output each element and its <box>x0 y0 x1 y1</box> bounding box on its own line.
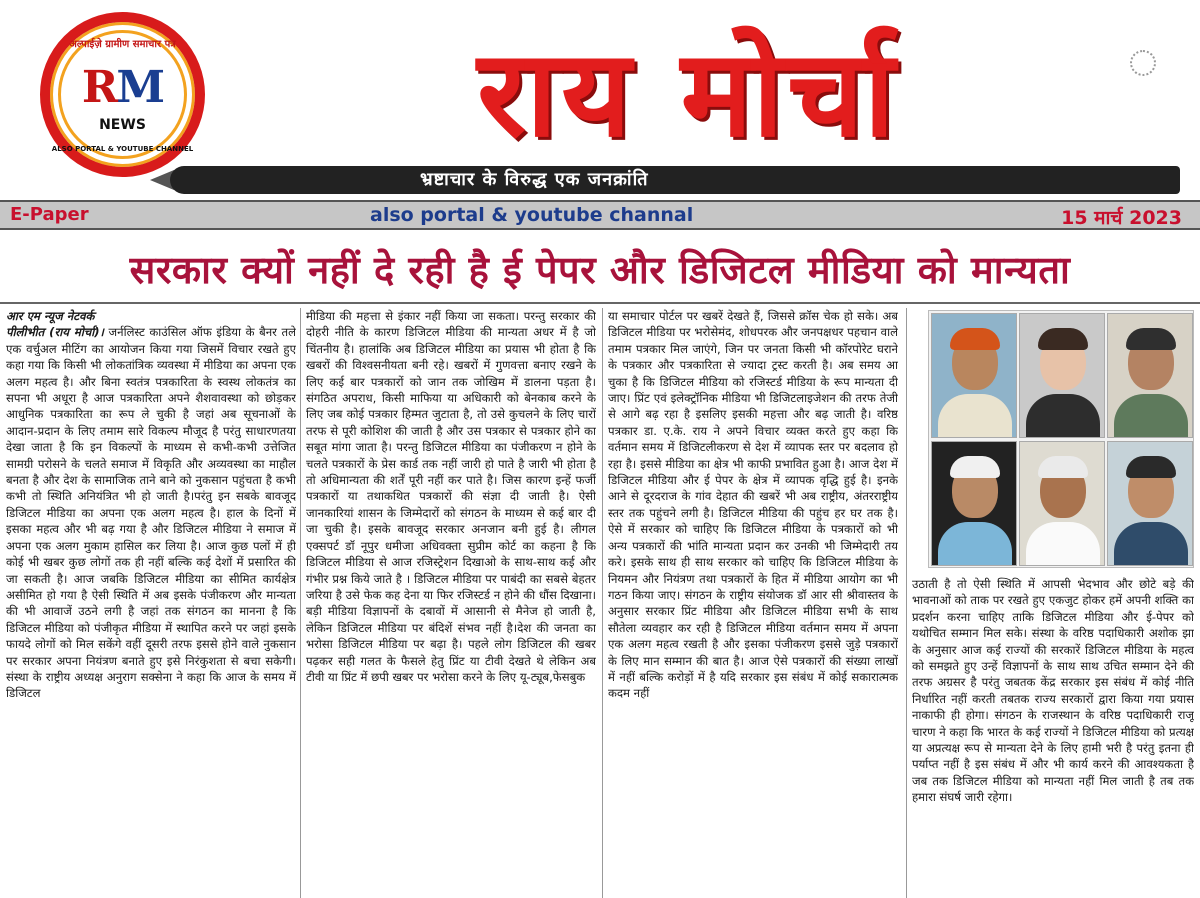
article-byline: आर एम न्यूज नेटवर्क <box>6 309 95 323</box>
logo-letter-m: M <box>116 62 164 113</box>
edition-strip <box>0 200 1200 230</box>
edition-tagline: also portal & youtube channal <box>370 204 694 226</box>
photo-shoulders <box>938 394 1012 438</box>
participant-photo <box>1019 441 1105 566</box>
column-divider <box>906 308 907 898</box>
photo-shoulders <box>1026 522 1100 566</box>
photo-hair <box>1126 328 1176 350</box>
photo-hair <box>1126 456 1176 478</box>
photo-hair <box>950 456 1000 478</box>
photo-shoulders <box>1026 394 1100 438</box>
participant-photo <box>1107 441 1193 566</box>
masthead <box>0 0 1200 200</box>
photo-shoulders <box>938 522 1012 566</box>
article-column-1 <box>6 308 296 898</box>
column-divider <box>300 308 301 898</box>
article-column-3-text: या समाचार पोर्टल पर खबरें देखते हैं, जिससे क्रॉस चेक हो सके। अब डिजिटल मीडिया पर भरोसेमंद, शोधपरक और जनपक्षधर पहचान वाले तमाम पत्रकार मिल जाएंगे, जिन पर जनता किसी भी कॉरपोरेट घराने के पत्रकार और पत्रकारिता से ज्यादा ट्रस्ट करती है। अब समय आ चुका है कि डिजिटल मीडिया को रजिस्टर्ड मीडिया के रूप मान्यता दी जाए। प्रिंट एवं इलेक्ट्रॉनिक मीडिया भी डिजिटलाइजेशन की तरफ तेजी से आगे बढ़ रहा है इसलिए इसकी महत्ता और बढ़ जाती है। वरिष्ठ पत्रकार डा. ए.के. राय ने अपने विचार व्यक्त करते हुए कहा कि वर्तमान समय में डिजिटलीकरण से देश में व्यापक स्तर पर बदलाव हो रहा है। इससे मीडिया का क्षेत्र भी काफी प्रभावित हुआ है। आज देश में डिजिटल मीडिया और ई पेपर के क्षेत्र में व्यापक वृद्धि हुई है। इनके आने से दूरदराज के गांव देहात की खबरें भी अब राष्ट्रीय, अंतरराष्ट्रीय स्तर तक पहुंचने लगी है। डिजिटल मीडिया की पहुंच हर घर तक है। ऐसे में सरकार को चाहिए कि डिजिटल मीडिया के पत्रकारों को भी अन्य पत्रकारों की भांति मान्यता प्रदान कर उनकी भी जिम्मेदारी तय करे। इसके साथ ही साथ सरकार को चाहिए कि डिजिटल मीडिया के नियमन और नियंत्रण तथा पत्रकारों के हित में मीडिया आयोग का भी गठन किया जाए। संगठन के राष्ट्रीय संयोजक डॉ आर सी श्रीवास्तव के अनुसार सरकार प्रिंट मीडिया और डिजिटल मीडिया सभी के साथ सौतेला व्यवहार कर रही है डिजिटल मीडिया वर्तमान समय में अपना एक अलग महत्व रखती है और इसका पंजीकरण इससे जुड़े पत्रकारों के लिए मान सम्मान की बात है। आज ऐसे पत्रकारों की संख्या लाखों में नहीं बल्कि करोड़ों में है यदि सरकार इस संबंध में कोई सकारात्मक कदम नहीं <box>608 309 898 701</box>
logo-arc-text: अल्पाईज़े ग्रामीण समाचार पत्र <box>69 39 176 50</box>
registered-mark-icon <box>1130 50 1156 76</box>
article-dateline: पीलीभीत (राय मोर्चा)। <box>6 325 104 340</box>
column-divider <box>602 308 603 898</box>
participant-photo <box>1107 313 1193 438</box>
participant-photo <box>931 313 1017 438</box>
participant-photos <box>928 310 1194 568</box>
article-column-3 <box>608 308 898 898</box>
newspaper-slogan: भ्रष्टाचार के विरुद्ध एक जनक्रांति <box>420 169 649 190</box>
logo-subtitle: ALSO PORTAL & YOUTUBE CHANNEL <box>51 145 194 153</box>
photo-hair <box>1038 328 1088 350</box>
article-column-2 <box>306 308 596 898</box>
article-column-4 <box>912 576 1194 898</box>
edition-label: E-Paper <box>10 204 89 225</box>
newspaper-title: राय मोर्चा <box>477 24 899 164</box>
article-headline: सरकार क्यों नहीं दे रही है ई पेपर और डिजिटल मीडिया को मान्यता <box>129 248 1071 292</box>
photo-shoulders <box>1114 522 1188 566</box>
photo-hair <box>1038 456 1088 478</box>
photo-hair <box>950 328 1000 350</box>
photo-shoulders <box>1114 394 1188 438</box>
logo-letter-r: R <box>81 62 117 113</box>
logo-monogram <box>50 62 195 113</box>
edition-date: 15 मार्च 2023 <box>1061 207 1182 229</box>
participant-photo <box>1019 313 1105 438</box>
article-column-2-text: मीडिया की महत्ता से इंकार नहीं किया जा सकता। परन्तु सरकार की दोहरी नीति के कारण डिजिटल मीडिया की मान्यता अधर में है जो चिंतनीय है। हालांकि अब डिजिटल मीडिया का प्रयास भी होता है कि खबरों की विश्वसनीयता बनी रहे। खबरों में गुणवत्ता बनाए रखने के लिए कई बार पत्रकारों को जान तक जोखिम में डालना पड़ता है। संगठित अपराध, किसी माफिया या अधिकारी को बेनकाब करने के लिए जब कोई पत्रकार हिम्मत जुटाता है, तो उसे कुचलने के लिए चारों तरफ से पूरी कोशिश की जाती है और उस पत्रकार से पत्रकार होने का सबूत मांगा जाता है। परन्तु डिजिटल मीडिया का पंजीकरण न होने के चलते पत्रकारों के प्रेस कार्ड तक नहीं जारी हो पाते है जारी भी होता है तो अधिमान्यता की शर्तें पूरी नहीं कर पाते है। जिस कारण इन्हें फर्जी पत्रकारों या तथाकथित पत्रकारों की संज्ञा दी जाती है। ऐसी जानकारियां शासन के जिम्मेदारों को संगठन के माध्यम से कई बार दी जा चुकी है। इसके बावजूद सरकार अनजान बनी हुई है। लीगल एक्सपर्ट डॉ नूपुर धमीजा अधिवक्ता सुप्रीम कोर्ट का कहना है कि डिजिटल मीडिया से आज रजिस्ट्रेशन दिखाओ के साथ-साथ कई और गंभीर प्रश्न किये जाते है । डिजिटल मीडिया पर पाबंदी का सबसे बेहतर जरिया है उसे फेक कह देना या फिर रजिस्टर्ड न होने की धौंस दिखाना। बड़ी मीडिया विज्ञापनों के दबावों में आसानी से मैनेज हो जाती है, लेकिन डिजिटल मीडिया पर बंदिशें संभव नहीं है।देश की जनता का भरोसा डिजिटल मीडिया पर बढ़ा है। पहले लोग डिजिटल की खबर पढ़कर सही गलत के फैसले हेतु प्रिंट या टीवी देखते थे लेकिन अब टीवी या प्रिंट में छपी खबर पर भरोसा करने के लिए यू-ट्यूब,फेसबुक <box>306 309 596 684</box>
article-column-1-text: जर्नलिस्ट काउंसिल ऑफ इंडिया के बैनर तले एक वर्चुअल मीटिंग का आयोजन किया गया जिसमें विचार रखते हुए कहा गया कि किसी भी लोकतांत्रिक व्यवस्था में मीडिया का अपना एक अलग महत्व है। और बिना स्वतंत्र पत्रकारिता के स्वस्थ लोकतंत्र का सपना भी अधूरा है आज पत्रकारिता अपने शैशवावस्था को छोड़कर आधुनिक पत्रकारिता का रूप ले चुकी है जहां अब सूचनाओं के आदान-प्रदान के लिए तमाम सारे विकल्प मौजूद है परंतु साधारणतया देखा जाता है कि इन विकल्पों के माध्यम से कभी-कभी उत्तेजित सामग्री परोसने के चलते समाज में विकृति और अव्यवस्था का माहौल बनता है और देश के सामाजिक ताने बाने को नुकसान पहुंचता है कभी कभी तो स्थिति अनियंत्रित भी हो जाती है।परंतु इन सबके बावजूद डिजिटल मीडिया का अपना एक अलग महत्व है। हाल के दिनों में इसका महत्व और भी बढ़ गया है और डिजिटल मीडिया ने समाज में अपना एक अलग मुकाम हासिल कर लिया है। आज कुछ पलों में ही कोई भी खबर कुछ लोगों तक ही नहीं बल्कि कई देशों में प्रसारित की जा सकती है। आज जबकि डिजिटल मीडिया का सीमित कार्यक्षेत्र असीमित हो गया है ऐसी स्थिति में अब इसके पंजीकरण और मान्यता की भी आवाजें उठने लगी है जहां तक संगठन का मानना है कि डिजिटल मीडिया को पंजीकृत मीडिया में स्थापित करने पर जहां इसके फायदे लोगों को मिल सकेंगे वहीं दूसरी तरफ इससे होने वाले नुकसान पर सरकार अपना नियंत्रण बनाते हुए इसे निरंकुशता से बचा सकेगी। संस्था के राष्ट्रीय अध्यक्ष अनुराग सक्सेना ने कहा कि आज के समय में डिजिटल <box>6 325 296 701</box>
rm-news-logo <box>40 12 205 177</box>
headline-divider <box>0 302 1200 304</box>
article-column-4-text: उठाती है तो ऐसी स्थिति में आपसी भेदभाव और छोटे बड़े की भावनाओं को ताक पर रखते हुए एकजुट होकर हमें अपनी शक्ति का प्रदर्शन करना चाहिए ताकि डिजिटल मीडिया और ई-पेपर को यथोचित सम्मान मिल सके। संस्था के वरिष्ठ पदाधिकारी अशोक झा के अनुसार आज कई राज्यों की सरकारें डिजिटल मीडिया के महत्व को समझते हुए उन्हें विज्ञापनों के साथ साथ उचित सम्मान देने की तरफ अग्रसर है परंतु जबतक केंद्र सरकार इस संबंध में कोई नीति निर्धारित नहीं करती तबतक राज्य सरकारों द्वारा किया गया प्रयास नाकाफी ही होगा। संगठन के राजस्थान के वरिष्ठ पदाधिकारी राजू चारण ने कहा कि भारत के कई राज्यों ने डिजिटल मीडिया को प्रत्यक्ष या अप्रत्यक्ष रूप से मान्यता देने के लिए हामी भरी है परंतु इतना ही पर्याप्त नहीं है इस संबंध में और भी कार्य करने की आवश्यकता है जब तक डिजिटल मीडिया को मान्यता नहीं मिल जाती है तब तक हमारा संघर्ष जारी रहेगा। <box>912 577 1194 805</box>
logo-news-label: NEWS <box>99 117 146 133</box>
participant-photo <box>931 441 1017 566</box>
